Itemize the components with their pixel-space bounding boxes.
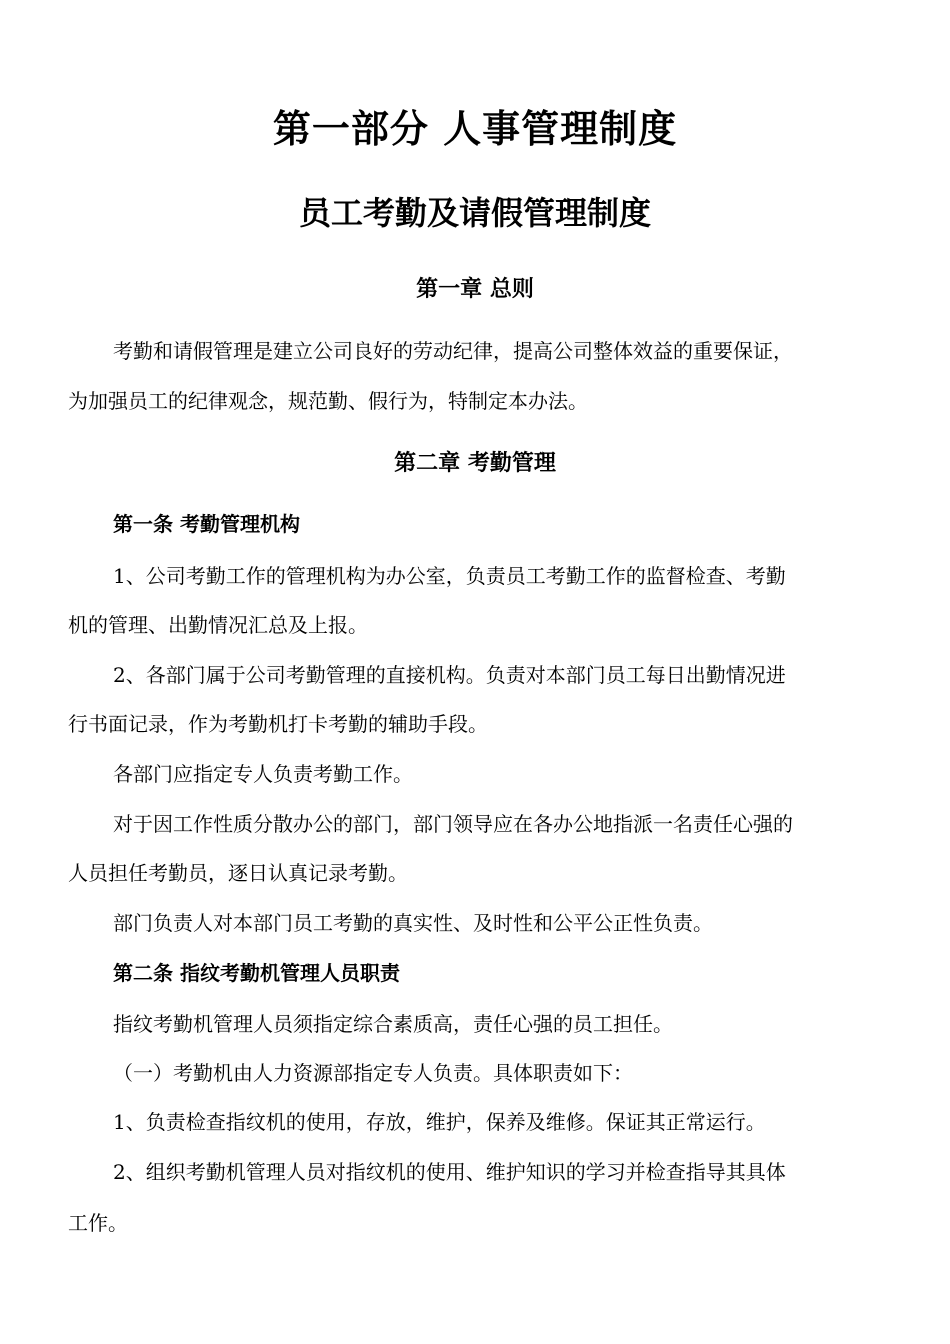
article-2-subsection-1: （一）考勤机由人力资源部指定专人负责。具体职责如下： (113, 1061, 633, 1085)
article-1-responsible-paragraph: 部门负责人对本部门员工考勤的真实性、及时性和公平公正性负责。 (113, 911, 713, 935)
article-2-heading: 第二条 指纹考勤机管理人员职责 (113, 961, 400, 985)
article-2-intro-paragraph: 指纹考勤机管理人员须指定综合素质高，责任心强的员工担任。 (113, 1012, 673, 1036)
article-2-duty-2-line-1: 2、组织考勤机管理人员对指纹机的使用、维护知识的学习并检查指导其具体 (113, 1160, 786, 1184)
article-1-heading: 第一条 考勤管理机构 (113, 512, 300, 536)
article-1-item-1-line-1: 1、公司考勤工作的管理机构为办公室，负责员工考勤工作的监督检查、考勤 (113, 564, 786, 588)
article-2-duty-1: 1、负责检查指纹机的使用，存放，维护，保养及维修。保证其正常运行。 (113, 1110, 766, 1134)
chapter-1-heading: 第一章 总则 (416, 276, 534, 302)
article-1-item-2-line-2: 行书面记录，作为考勤机打卡考勤的辅助手段。 (68, 712, 488, 736)
article-1-dispersed-line-2: 人员担任考勤员，逐日认真记录考勤。 (68, 861, 408, 885)
chapter-2-heading: 第二章 考勤管理 (394, 450, 556, 476)
article-1-item-2-line-1: 2、各部门属于公司考勤管理的直接机构。负责对本部门员工每日出勤情况进 (113, 663, 786, 687)
article-1-item-1-line-2: 机的管理、出勤情况汇总及上报。 (68, 613, 368, 637)
chapter-1-paragraph-line-1: 考勤和请假管理是建立公司良好的劳动纪律，提高公司整体效益的重要保证， (113, 339, 793, 363)
article-1-assign-paragraph: 各部门应指定专人负责考勤工作。 (113, 762, 413, 786)
document-title: 员工考勤及请假管理制度 (298, 194, 651, 232)
part-title: 第一部分 人事管理制度 (272, 106, 678, 151)
article-1-dispersed-line-1: 对于因工作性质分散办公的部门，部门领导应在各办公地指派一名责任心强的 (113, 812, 793, 836)
article-2-duty-2-line-2: 工作。 (68, 1211, 128, 1235)
chapter-1-paragraph-line-2: 为加强员工的纪律观念，规范勤、假行为，特制定本办法。 (68, 389, 588, 413)
